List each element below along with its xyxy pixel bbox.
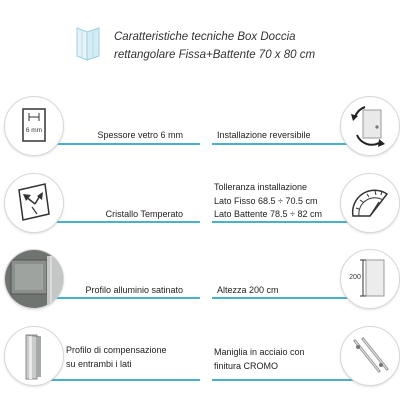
divider-row2-left [38,221,200,223]
handle-icon [340,326,400,386]
shower-box-icon [75,24,101,62]
divider-row3-right [212,297,362,299]
tolerance-text [214,181,322,222]
compensation-profile-icon [4,326,64,386]
title-line-2: rettangolare Fissa+Battente 70 x 80 cm [114,49,316,61]
glass-thickness-label: Spessore vetro 6 mm [97,130,183,140]
aluminium-profile-icon [4,249,64,309]
divider-row1-left [38,143,200,145]
divider-row3-left [38,297,200,299]
glass-thickness-icon [4,96,64,156]
tolerance-line-3: Lato Battente 78.5 ÷ 82 cm [214,209,323,219]
title-line-1: Caratteristiche tecniche Box Doccia [114,31,296,43]
handle-line-1: Maniglia in acciaio con [214,347,305,357]
tolerance-line-2: Lato Fisso 68.5 ÷ 70.5 cm [214,195,318,206]
reversible-label: Installazione reversibile [217,130,311,140]
handle-line-2: finitura CROMO [214,361,279,371]
height-icon-text: 200 [349,274,361,281]
reversible-install-icon [340,96,400,156]
profile-label: Profilo alluminio satinato [85,285,183,295]
divider-row4-left [38,379,200,381]
height-label: Altezza 200 cm [217,285,279,295]
page-title [114,28,394,64]
compensation-line-2: su entrambi i lati [66,359,132,369]
tempered-glass-label: Cristallo Temperato [105,209,183,219]
handle-text [214,345,305,373]
glass-thickness-icon-text: 6 mm [25,127,43,134]
protractor-icon [340,173,400,233]
divider-row4-right [212,379,362,381]
tolerance-line-1: Tolleranza installazione [214,182,308,192]
divider-row1-right [212,143,362,145]
tempered-glass-icon [4,173,64,233]
compensation-line-1: Profilo di compensazione [66,345,167,355]
height-icon [340,249,400,309]
compensation-text [66,343,167,371]
